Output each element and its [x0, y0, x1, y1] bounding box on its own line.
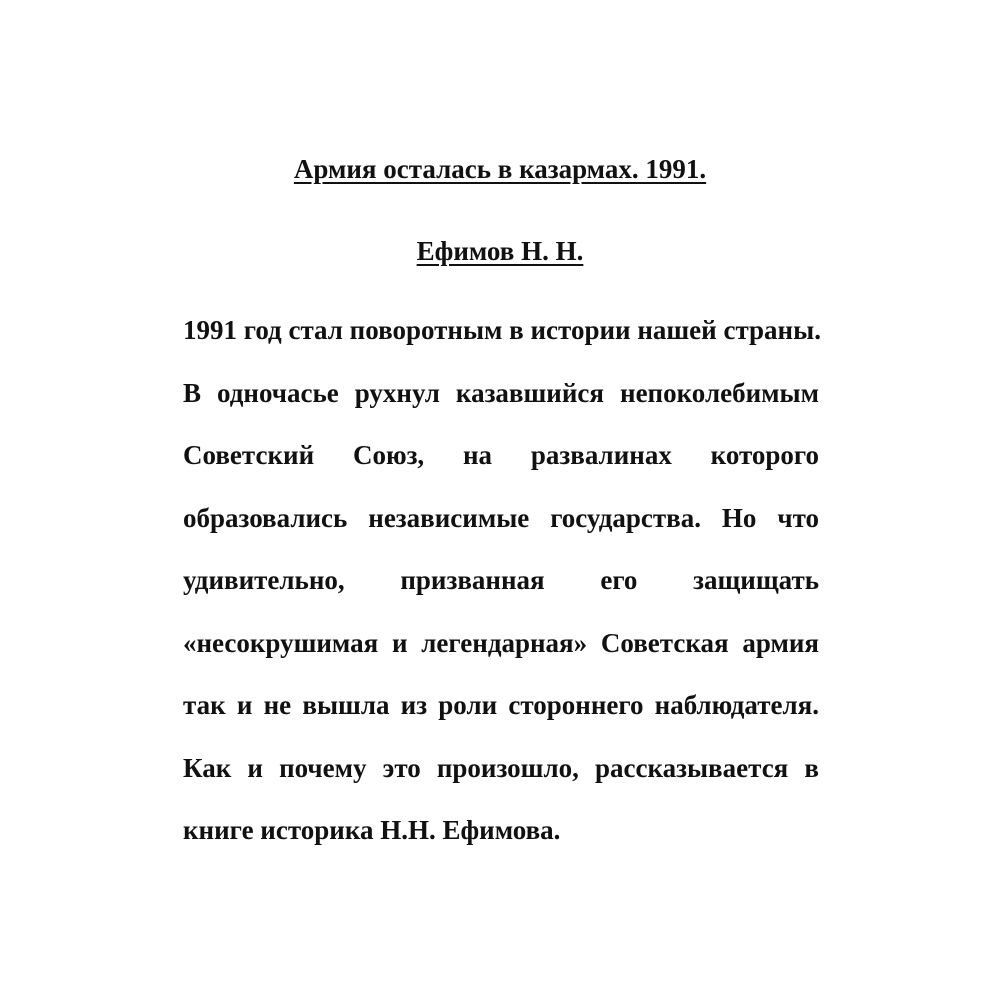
paragraph-line-7: так и не вышла из роли стороннего наблюдателя.	[183, 690, 819, 720]
paragraph-line-4: образовались независимые государства. Но что	[183, 502, 819, 533]
paragraph-line-2: В одночасье рухнул казавшийся непоколебимым	[183, 377, 819, 408]
paragraph-line-5: удивительно, призванная его защищать	[183, 565, 819, 595]
paragraph-line-1: 1991 год стал поворотным в истории нашей страны.	[183, 315, 821, 345]
annotation-paragraph	[183, 314, 819, 877]
paragraph-line-3: Советский Союз, на развалинах которого	[183, 440, 819, 470]
document-author: Ефимов Н. Н.	[416, 236, 584, 266]
paragraph-line-8: Как и почему это произошло, рассказывается в	[183, 752, 819, 783]
paragraph-line-6: «несокрушимая и легендарная» Советская армия	[183, 627, 819, 658]
document-title: Армия осталась в казармах. 1991.	[293, 154, 707, 184]
paragraph-line-9: книге историка Н.Н. Ефимова.	[183, 815, 561, 845]
